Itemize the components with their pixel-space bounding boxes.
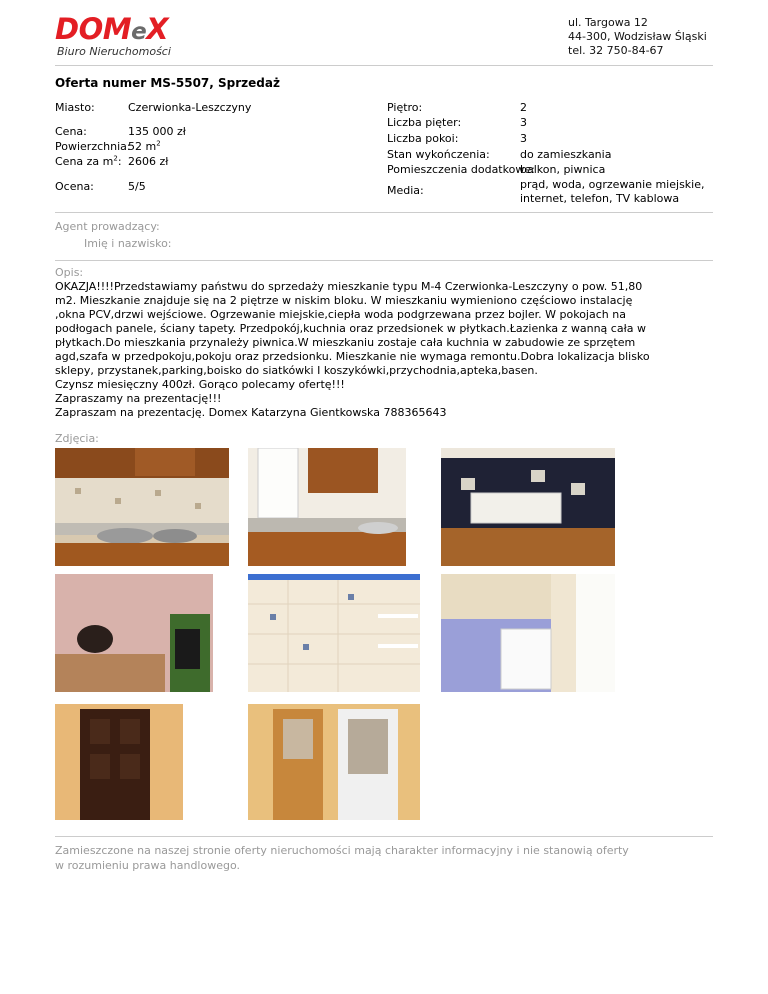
photo-hall-doors[interactable] <box>248 704 420 820</box>
floor-value: 2 <box>520 101 527 114</box>
condition-value: do zamieszkania <box>520 148 612 161</box>
rooms-label: Liczba pokoi: <box>387 132 459 145</box>
photo-entrance-door[interactable] <box>55 704 183 820</box>
city-value: Czerwionka-Leszczyny <box>128 101 252 114</box>
domex-logo: DOMeX Biuro Nieruchomości <box>55 14 255 58</box>
floors-count-value: 3 <box>520 116 527 129</box>
photo-kitchen-window[interactable] <box>248 448 406 566</box>
divider <box>55 212 713 213</box>
photos-section-label: Zdjęcia: <box>55 432 99 445</box>
utilities-value: prąd, woda, ogrzewanie miejskie, internet, telefon, TV kablowa <box>520 178 705 205</box>
agent-section-label: Agent prowadzący: <box>55 220 160 233</box>
logo-subtitle: Biuro Nieruchomości <box>57 45 171 58</box>
city-label: Miasto: <box>55 101 95 114</box>
photo-bathroom-tub[interactable] <box>441 574 615 692</box>
price-per-m2-label: Cena za $m^2$: <box>55 154 122 168</box>
price-label: Cena: <box>55 125 87 138</box>
utilities-label: Media: <box>387 184 424 197</box>
extra-rooms-value: balkon, piwnica <box>520 163 606 176</box>
footer-disclaimer: Zamieszczone na naszej stronie oferty nieruchomości mają charakter informacyjny i nie stanowią oferty w rozumieniu prawa handlowego. <box>55 844 629 872</box>
description-text: OKAZJA!!!!Przedstawiamy państwu do sprzedaży mieszkanie typu M-4 Czerwionka-Leszczyny o pow. 51,80 m2. Mieszkanie znajduje się na 2 piętrze w niskim bloku. W mieszkaniu wymieniono częściowo instalację ,okna PCV,drzwi wejściowe. Ogrzewanie miejskie,ciepła woda podgrzewana przez bojler. W pokojach na podłogach panele, ściany tapety. Przedpokój,kuchnia oraz przedsionek w płytkach.Łazienka z wanną cała w płytkach.Do mieszkania przynależy piwnica.W mieszkaniu zostaje cała kuchnia w zabudowie ze sprzętem agd,szafa w przedpokoju,pokoju oraz przedsionku. Mieszkanie nie wymaga remontu.Dobra lokalizacja blisko sklepy, przystanek,parking,boisko do siatkówki I koszykówki,przychodnia,apteka,basen. Czynsz miesięczny 400zł. Gorąco polecamy ofertę!!! Zapraszamy na prezentację!!! Zapraszam na prezentację. Domex Katarzyna Gientkowska 788365643 <box>55 280 650 419</box>
offer-title: Oferta numer MS-5507, Sprzedaż <box>55 76 280 90</box>
floors-count-label: Liczba pięter: <box>387 116 462 129</box>
divider <box>55 260 713 261</box>
office-phone: tel. 32 750-84-67 <box>568 44 664 57</box>
rooms-value: 3 <box>520 132 527 145</box>
area-label: Powierzchnia: <box>55 140 131 153</box>
photo-room-rocking-horse[interactable] <box>55 574 213 692</box>
office-address: ul. Targowa 12 44-300, Wodzisław Śląski tel. 32 750-84-67 <box>568 16 707 57</box>
photo-living-room[interactable] <box>441 448 615 566</box>
description-section-label: Opis: <box>55 266 84 279</box>
divider <box>55 836 713 837</box>
condition-label: Stan wykończenia: <box>387 148 490 161</box>
photo-kitchen[interactable] <box>55 448 229 566</box>
rating-label: Ocena: <box>55 180 94 193</box>
price-value: 135 000 zł <box>128 125 186 138</box>
photo-bathroom[interactable] <box>248 574 420 692</box>
price-per-m2-value: 2606 zł <box>128 155 169 168</box>
floor-label: Piętro: <box>387 101 423 114</box>
rating-value: 5/5 <box>128 180 146 193</box>
extra-rooms-label: Pomieszczenia dodatkowe: <box>387 163 535 176</box>
area-value: 52 $m^2$ <box>128 139 161 153</box>
divider <box>55 65 713 66</box>
agent-name-label: Imię i nazwisko: <box>84 237 172 250</box>
